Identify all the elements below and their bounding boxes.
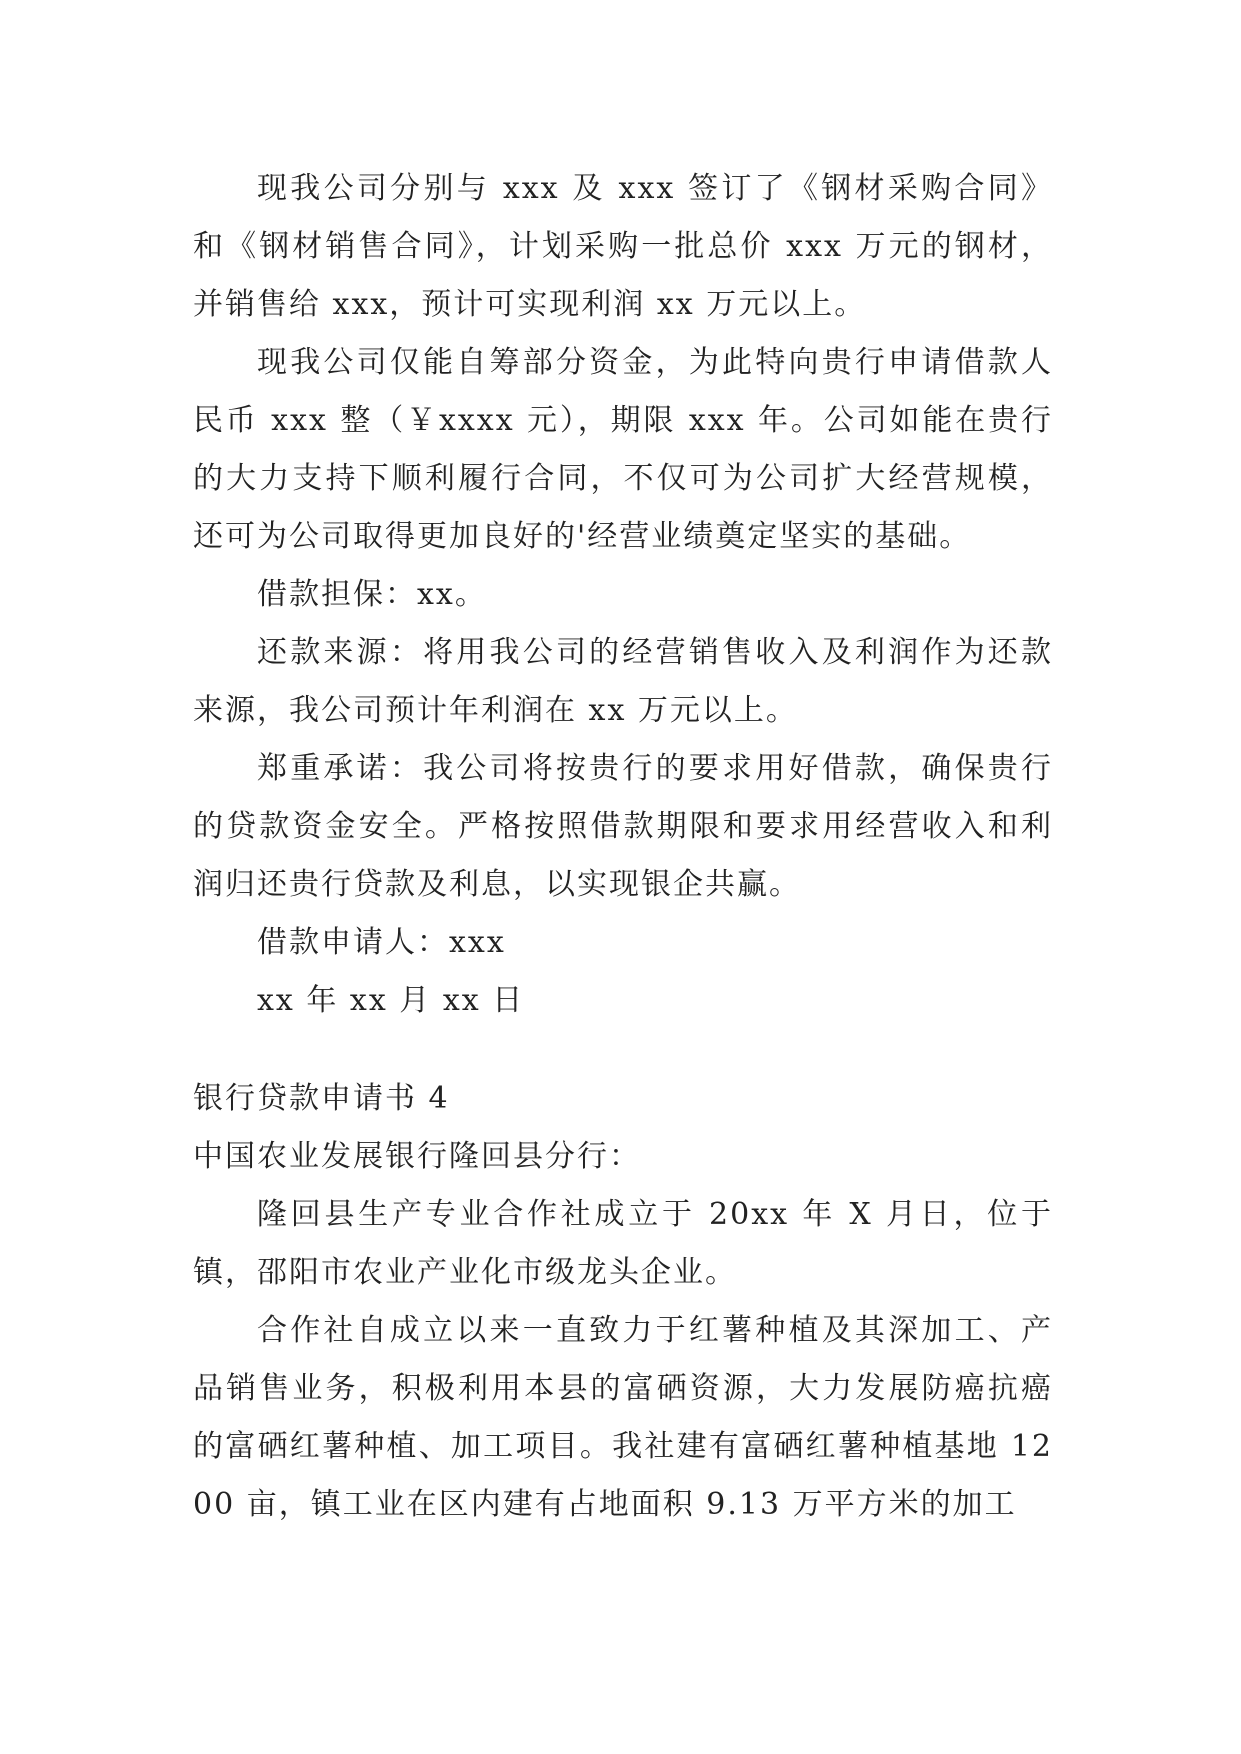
paragraph-loan-request: 现我公司仅能自筹部分资金，为此特向贵行申请借款人民币 xxx 整（￥xxxx 元），期限 xxx 年。公司如能在贵行的大力支持下顺利履行合同，不仅可为公司扩大经营规模，还可为公司取得更加良好的'经营业绩奠定坚实的基础。: [193, 345, 1053, 554]
paragraph-cooperative-intro: 隆回县生产专业合作社成立于 20xx 年 X 月日，位于镇，邵阳市农业产业化市级龙头企业。: [193, 1197, 1053, 1290]
document-page: [193, 160, 1053, 1534]
paragraph-guarantee: 借款担保：xx。: [257, 577, 487, 612]
paragraph-cooperative-business: 合作社自成立以来一直致力于红薯种植及其深加工、产品销售业务，积极利用本县的富硒资源，大力发展防癌抗癌的富硒红薯种植、加工项目。我社建有富硒红薯种植基地 1200 亩，镇工业在区内建有占地面积 9.13 万平方米的加工: [193, 1313, 1053, 1522]
section-gap: [193, 1030, 1053, 1070]
addressee: 中国农业发展银行隆回县分行：: [193, 1139, 641, 1174]
date-line: xx 年 xx 月 xx 日: [257, 983, 525, 1018]
paragraph-repayment-source: 还款来源：将用我公司的经营销售收入及利润作为还款来源，我公司预计年利润在 xx 万元以上。: [193, 635, 1053, 728]
paragraph-contract: 现我公司分别与 xxx 及 xxx 签订了《钢材采购合同》和《钢材销售合同》，计划采购一批总价 xxx 万元的钢材，并销售给 xxx，预计可实现利润 xx 万元以上。: [193, 171, 1053, 322]
applicant-line: 借款申请人：xxx: [257, 925, 506, 960]
section-title: 银行贷款申请书 4: [193, 1081, 450, 1116]
paragraph-commitment: 郑重承诺：我公司将按贵行的要求用好借款，确保贵行的贷款资金安全。严格按照借款期限和要求用经营收入和利润归还贵行贷款及利息，以实现银企共赢。: [193, 751, 1053, 902]
